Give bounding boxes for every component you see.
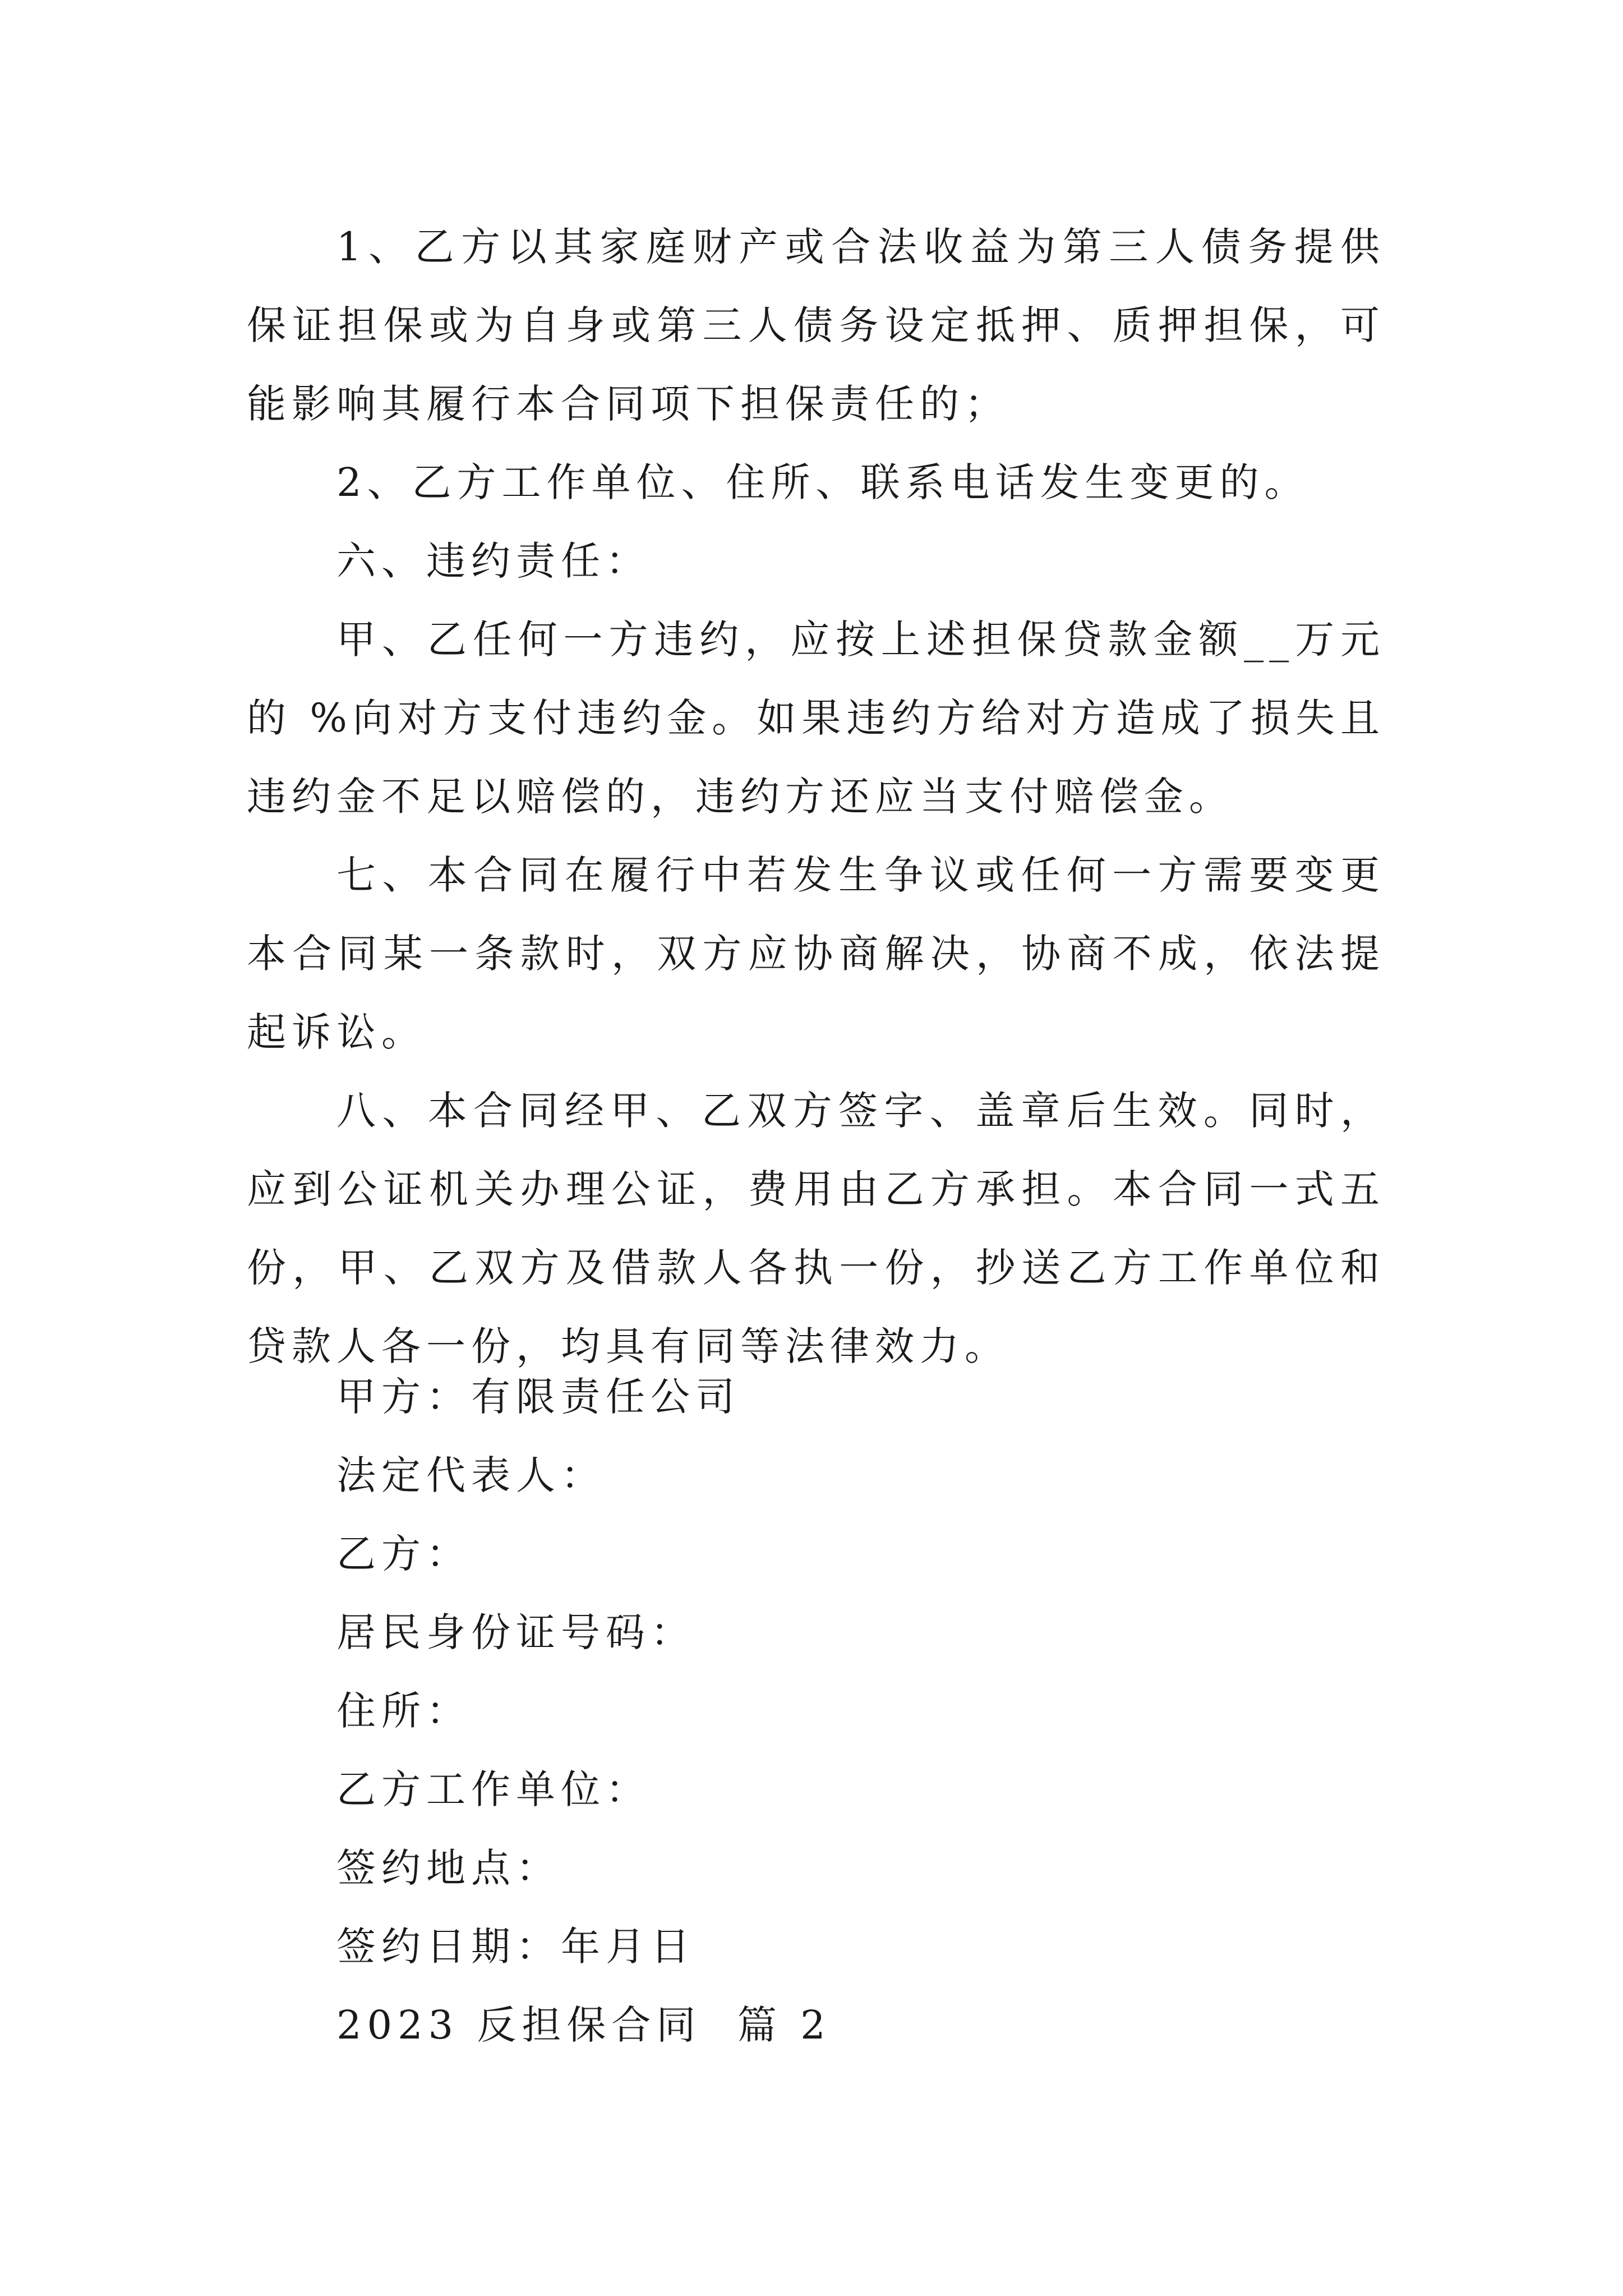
clause-effectiveness: 八、本合同经甲、乙双方签字、盖章后生效。同时，应到公证机关办理公证，费用由乙方承担。本合同一式五份，甲、乙双方及借款人各执一份，抄送乙方工作单位和贷款人各一份，均具有同等法律效力。 bbox=[247, 1088, 1385, 1369]
signing-date-line: 签约日期：年月日 bbox=[336, 1924, 695, 1970]
address-line: 住所： bbox=[336, 1688, 471, 1734]
next-section-title: 2023 反担保合同 篇 2 bbox=[336, 2002, 831, 2048]
id-number-line: 居民身份证号码： bbox=[336, 1609, 695, 1655]
clause-dispute: 七、本合同在履行中若发生争议或任何一方需要变更本合同某一条款时，双方应协商解决，协商不成，依法提起诉讼。 bbox=[247, 852, 1385, 1055]
section-heading-breach: 六、违约责任： bbox=[336, 538, 651, 584]
clause-breach-liability: 甲、乙任何一方违约，应按上述担保贷款金额__万元的 %向对方支付违约金。如果违约方给对方造成了损失且违约金不足以赔偿的，违约方还应当支付赔偿金。 bbox=[247, 616, 1385, 820]
clause-item-2: 2、乙方工作单位、住所、联系电话发生变更的。 bbox=[336, 459, 1310, 505]
signing-place-line: 签约地点： bbox=[336, 1845, 561, 1891]
employer-line: 乙方工作单位： bbox=[336, 1766, 651, 1812]
party-a-line: 甲方：有限责任公司 bbox=[336, 1374, 740, 1420]
legal-rep-line: 法定代表人： bbox=[336, 1452, 606, 1498]
clause-item-1: 1、乙方以其家庭财产或合法收益为第三人债务提供保证担保或为自身或第三人债务设定抵押、质押担保，可能影响其履行本合同项下担保责任的； bbox=[247, 224, 1385, 427]
party-b-line: 乙方： bbox=[336, 1531, 471, 1577]
